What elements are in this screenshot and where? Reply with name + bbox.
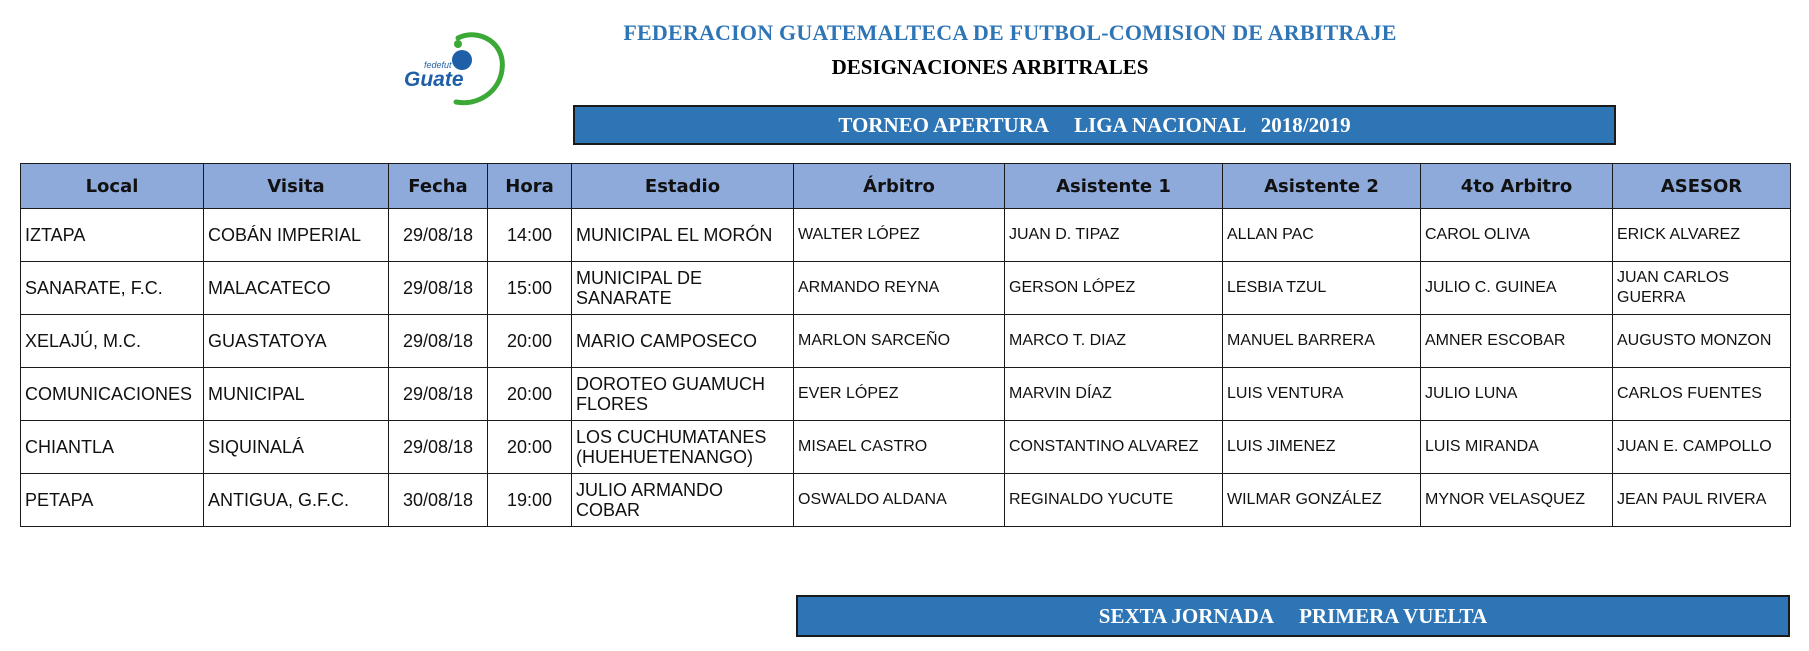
cell-estadio: DOROTEO GUAMUCH FLORES xyxy=(572,368,794,421)
cell-asistente-1: REGINALDO YUCUTE xyxy=(1005,474,1223,527)
cell-local: SANARATE, F.C. xyxy=(21,262,204,315)
cell-4to-arbitro: MYNOR VELASQUEZ xyxy=(1421,474,1613,527)
cell-visita: SIQUINALÁ xyxy=(204,421,389,474)
cell-asesor: JUAN CARLOS GUERRA xyxy=(1613,262,1791,315)
column-header-asesor: ASESOR xyxy=(1613,164,1791,209)
cell-asesor: JEAN PAUL RIVERA xyxy=(1613,474,1791,527)
table-row xyxy=(21,262,1791,315)
cell-hora: 20:00 xyxy=(488,315,572,368)
cell-asesor: AUGUSTO MONZON xyxy=(1613,315,1791,368)
tournament-banner: TORNEO APERTURA LIGA NACIONAL 2018/2019 xyxy=(573,105,1616,145)
cell-fecha: 29/08/18 xyxy=(389,209,488,262)
table-row xyxy=(21,315,1791,368)
cell-estadio: MUNICIPAL DE SANARATE xyxy=(572,262,794,315)
cell-local: IZTAPA xyxy=(21,209,204,262)
column-header-hora: Hora xyxy=(488,164,572,209)
cell-fecha: 29/08/18 xyxy=(389,262,488,315)
column-header-estadio: Estadio xyxy=(572,164,794,209)
cell-fecha: 29/08/18 xyxy=(389,421,488,474)
cell-visita: MALACATECO xyxy=(204,262,389,315)
column-header-local: Local xyxy=(21,164,204,209)
cell-estadio: MARIO CAMPOSECO xyxy=(572,315,794,368)
cell-asistente-2: ALLAN PAC xyxy=(1223,209,1421,262)
cell-visita: MUNICIPAL xyxy=(204,368,389,421)
column-header-fecha: Fecha xyxy=(389,164,488,209)
cell-fecha: 30/08/18 xyxy=(389,474,488,527)
cell-hora: 14:00 xyxy=(488,209,572,262)
table-row xyxy=(21,474,1791,527)
cell-local: CHIANTLA xyxy=(21,421,204,474)
cell-4to-arbitro: JULIO C. GUINEA xyxy=(1421,262,1613,315)
cell-asistente-2: LESBIA TZUL xyxy=(1223,262,1421,315)
cell-asistente-1: GERSON LÓPEZ xyxy=(1005,262,1223,315)
cell-asistente-1: JUAN D. TIPAZ xyxy=(1005,209,1223,262)
cell-arbitro: ARMANDO REYNA xyxy=(794,262,1005,315)
cell-fecha: 29/08/18 xyxy=(389,315,488,368)
cell-asesor: JUAN E. CAMPOLLO xyxy=(1613,421,1791,474)
org-title: FEDERACION GUATEMALTECA DE FUTBOL-COMISION DE ARBITRAJE xyxy=(623,20,1397,45)
cell-asistente-1: CONSTANTINO ALVAREZ xyxy=(1005,421,1223,474)
round-banner: SEXTA JORNADA PRIMERA VUELTA xyxy=(796,595,1790,637)
cell-visita: ANTIGUA, G.F.C. xyxy=(204,474,389,527)
cell-arbitro: MARLON SARCEÑO xyxy=(794,315,1005,368)
cell-asistente-2: LUIS JIMENEZ xyxy=(1223,421,1421,474)
cell-local: XELAJÚ, M.C. xyxy=(21,315,204,368)
cell-asesor: ERICK ALVAREZ xyxy=(1613,209,1791,262)
designations-table xyxy=(20,163,1791,527)
cell-arbitro: MISAEL CASTRO xyxy=(794,421,1005,474)
table-row xyxy=(21,421,1791,474)
cell-visita: COBÁN IMPERIAL xyxy=(204,209,389,262)
logo-small-text: fedefut xyxy=(424,60,452,70)
cell-visita: GUASTATOYA xyxy=(204,315,389,368)
cell-hora: 19:00 xyxy=(488,474,572,527)
column-header-arbitro: Árbitro xyxy=(794,164,1005,209)
table-header-row xyxy=(21,164,1791,209)
logo-text: Guate xyxy=(404,68,464,91)
cell-arbitro: EVER LÓPEZ xyxy=(794,368,1005,421)
column-header-visita: Visita xyxy=(204,164,389,209)
cell-asesor: CARLOS FUENTES xyxy=(1613,368,1791,421)
cell-fecha: 29/08/18 xyxy=(389,368,488,421)
fedefut-logo-icon xyxy=(400,30,510,110)
cell-asistente-1: MARCO T. DIAZ xyxy=(1005,315,1223,368)
cell-asistente-2: WILMAR GONZÁLEZ xyxy=(1223,474,1421,527)
column-header-asistente-1: Asistente 1 xyxy=(1005,164,1223,209)
column-header-asistente-2: Asistente 2 xyxy=(1223,164,1421,209)
cell-hora: 15:00 xyxy=(488,262,572,315)
cell-asistente-2: MANUEL BARRERA xyxy=(1223,315,1421,368)
cell-arbitro: OSWALDO ALDANA xyxy=(794,474,1005,527)
column-header-4to-arbitro: 4to Arbitro xyxy=(1421,164,1613,209)
cell-local: COMUNICACIONES xyxy=(21,368,204,421)
cell-asistente-2: LUIS VENTURA xyxy=(1223,368,1421,421)
doc-subtitle: DESIGNACIONES ARBITRALES xyxy=(831,55,1149,79)
cell-estadio: JULIO ARMANDO COBAR xyxy=(572,474,794,527)
cell-4to-arbitro: CAROL OLIVA xyxy=(1421,209,1613,262)
cell-estadio: MUNICIPAL EL MORÓN xyxy=(572,209,794,262)
cell-asistente-1: MARVIN DÍAZ xyxy=(1005,368,1223,421)
cell-hora: 20:00 xyxy=(488,421,572,474)
cell-4to-arbitro: LUIS MIRANDA xyxy=(1421,421,1613,474)
cell-estadio: LOS CUCHUMATANES (HUEHUETENANGO) xyxy=(572,421,794,474)
cell-4to-arbitro: JULIO LUNA xyxy=(1421,368,1613,421)
cell-local: PETAPA xyxy=(21,474,204,527)
fedefut-logo xyxy=(400,30,510,110)
table-row xyxy=(21,368,1791,421)
cell-4to-arbitro: AMNER ESCOBAR xyxy=(1421,315,1613,368)
cell-hora: 20:00 xyxy=(488,368,572,421)
table-row xyxy=(21,209,1791,262)
cell-arbitro: WALTER LÓPEZ xyxy=(794,209,1005,262)
